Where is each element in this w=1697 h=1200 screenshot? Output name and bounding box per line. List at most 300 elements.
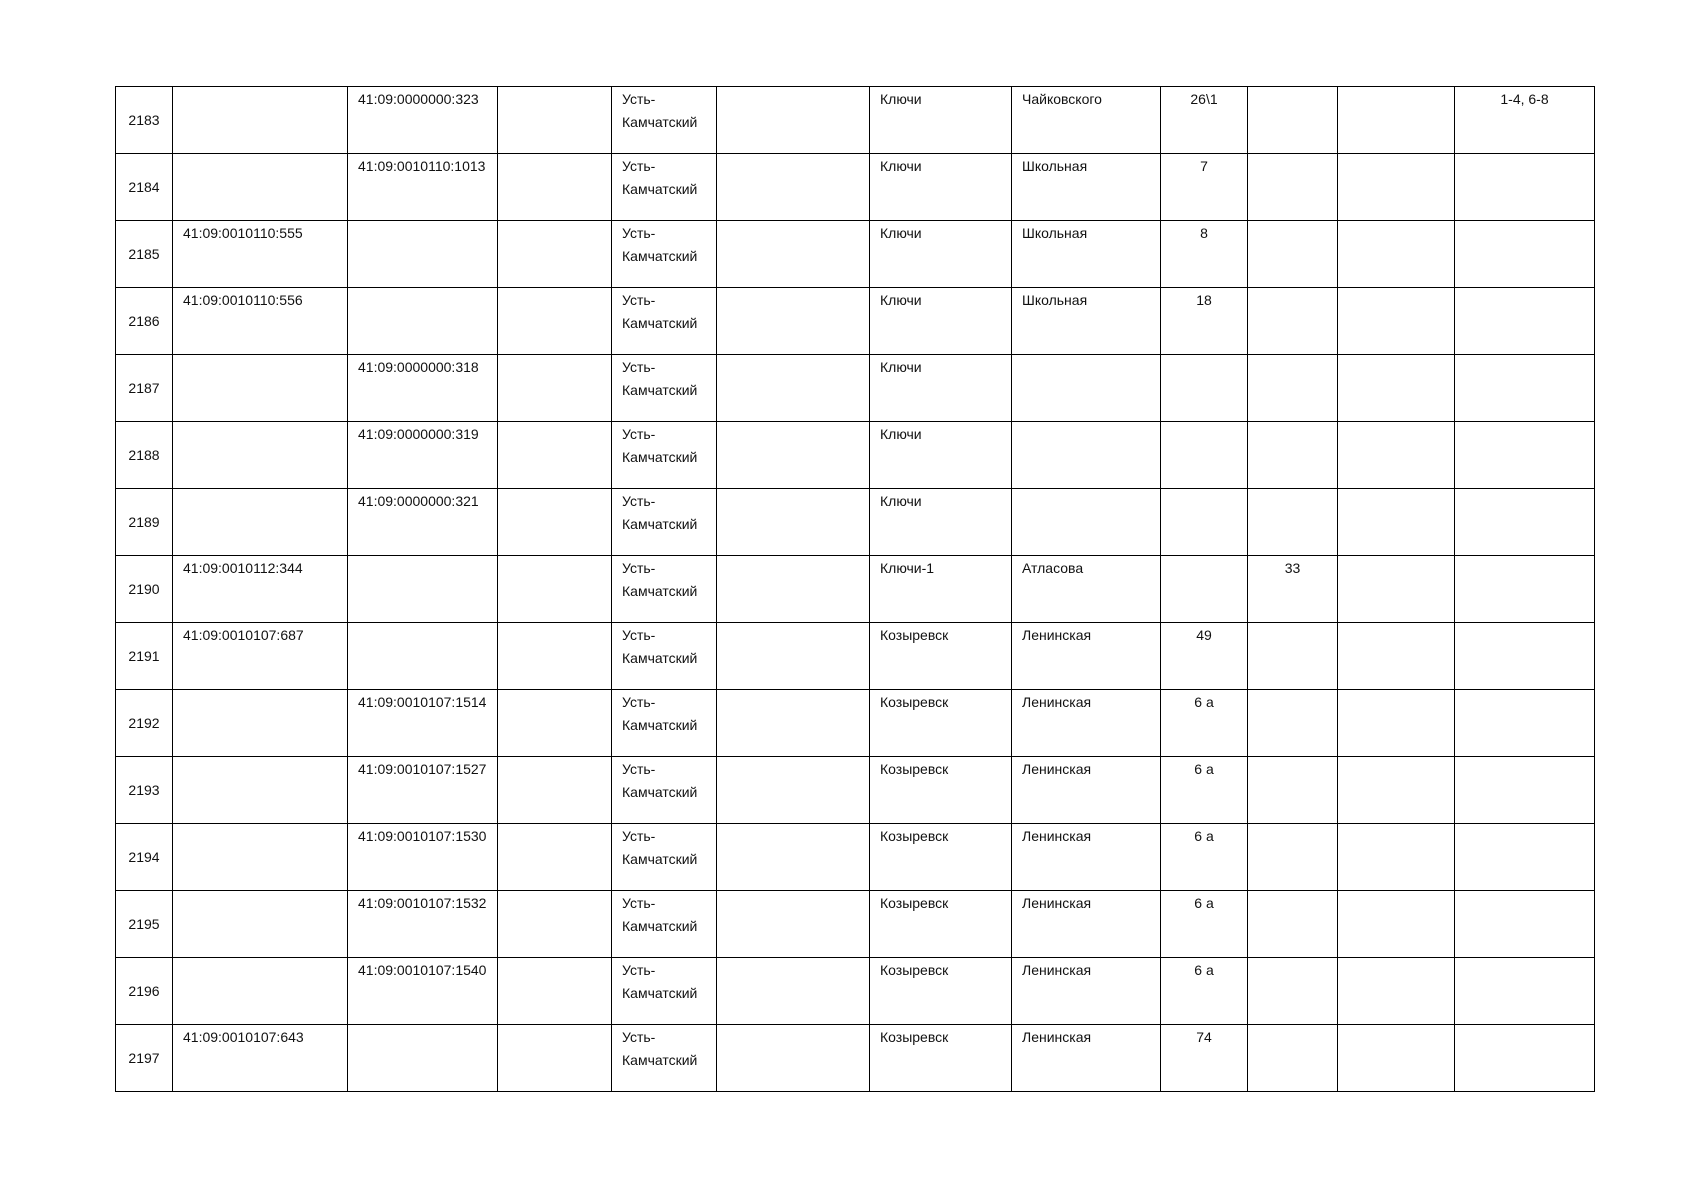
- district-cell-text: Усть-Камчатский: [622, 91, 698, 130]
- district-cell: [612, 891, 717, 958]
- cadastral-number-alt-cell: [348, 221, 498, 288]
- building-cell: [1248, 623, 1338, 690]
- cadastral-number-cell: [173, 757, 348, 824]
- empty-cell: [498, 221, 612, 288]
- house-cell: [1161, 1025, 1248, 1092]
- district-cell: [612, 623, 717, 690]
- locality-cell: [870, 87, 1012, 154]
- empty-cell-text: [727, 690, 859, 691]
- cadastral-number-cell-text: [183, 824, 337, 825]
- cadastral-number-cell-text: 41:09:0010112:344: [183, 560, 303, 576]
- empty-cell: [717, 489, 870, 556]
- empty-cell-text: [727, 422, 859, 423]
- house-cell: [1161, 824, 1248, 891]
- street-cell: [1012, 891, 1161, 958]
- cadastral-number-cell: [173, 154, 348, 221]
- cadastral-number-cell: [173, 221, 348, 288]
- locality-cell: [870, 824, 1012, 891]
- street-cell-text: Ленинская: [1022, 1029, 1092, 1045]
- empty-cell-text: [727, 891, 859, 892]
- cadastral-number-alt-cell: [348, 288, 498, 355]
- locality-cell-text: Ключи: [880, 493, 922, 509]
- cadastral-number-alt-cell: [348, 1025, 498, 1092]
- district-cell-text: Усть-Камчатский: [622, 962, 698, 1001]
- street-cell-text: Школьная: [1022, 225, 1088, 241]
- cadastral-number-cell: [173, 1025, 348, 1092]
- street-cell-text: Школьная: [1022, 292, 1088, 308]
- cadastral-number-alt-cell: [348, 891, 498, 958]
- empty-cell: [717, 1025, 870, 1092]
- apartments-cell: [1455, 623, 1595, 690]
- cadastral-number-cell: [173, 87, 348, 154]
- row-number-cell: 2188: [116, 422, 173, 489]
- empty-cell: [498, 556, 612, 623]
- street-cell: [1012, 623, 1161, 690]
- district-cell-text: Усть-Камчатский: [622, 761, 698, 800]
- row-number-cell: 2187: [116, 355, 173, 422]
- empty-cell: [498, 489, 612, 556]
- cadastral-number-cell-text: [183, 489, 337, 490]
- empty-cell: [498, 355, 612, 422]
- registry-table: [115, 86, 1595, 1092]
- street-cell: [1012, 556, 1161, 623]
- empty-cell-text: [508, 422, 601, 423]
- empty-cell-text: [508, 824, 601, 825]
- empty-cell-text: [1348, 824, 1444, 825]
- building-cell-text: [1248, 690, 1337, 691]
- locality-cell-text: Ключи: [880, 225, 922, 241]
- apartments-cell: [1455, 556, 1595, 623]
- empty-cell-text: [508, 87, 601, 88]
- locality-cell: [870, 422, 1012, 489]
- locality-cell: [870, 623, 1012, 690]
- table-row: [116, 288, 1595, 355]
- cadastral-number-cell: [173, 489, 348, 556]
- building-cell: [1248, 221, 1338, 288]
- empty-cell: [1338, 154, 1455, 221]
- street-cell-text: Атласова: [1022, 560, 1084, 576]
- house-cell: [1161, 489, 1248, 556]
- table-row: [116, 757, 1595, 824]
- empty-cell-text: [508, 1025, 601, 1026]
- locality-cell-text: Ключи-1: [880, 560, 935, 576]
- building-cell-text: [1248, 958, 1337, 959]
- street-cell-text: Ленинская: [1022, 895, 1092, 911]
- empty-cell-text: [727, 556, 859, 557]
- table-row: [116, 623, 1595, 690]
- apartments-cell-text: [1455, 891, 1594, 892]
- house-cell-text: 18: [1196, 292, 1212, 308]
- cadastral-number-alt-cell: [348, 556, 498, 623]
- building-cell: [1248, 87, 1338, 154]
- empty-cell-text: [508, 355, 601, 356]
- house-cell-text: 7: [1200, 158, 1208, 174]
- apartments-cell: [1455, 355, 1595, 422]
- building-cell: [1248, 355, 1338, 422]
- locality-cell: [870, 958, 1012, 1025]
- locality-cell: [870, 221, 1012, 288]
- district-cell: [612, 355, 717, 422]
- empty-cell: [717, 422, 870, 489]
- table-row: [116, 87, 1595, 154]
- cadastral-number-alt-cell-text: 41:09:0010110:1013: [358, 158, 486, 174]
- row-number-cell: 2190: [116, 556, 173, 623]
- house-cell: [1161, 221, 1248, 288]
- empty-cell: [498, 422, 612, 489]
- house-cell-text: 6 а: [1194, 895, 1214, 911]
- building-cell: [1248, 891, 1338, 958]
- cadastral-number-cell: [173, 824, 348, 891]
- empty-cell: [717, 757, 870, 824]
- empty-cell: [717, 221, 870, 288]
- empty-cell: [1338, 556, 1455, 623]
- district-cell-text: Усть-Камчатский: [622, 828, 698, 867]
- empty-cell-text: [1348, 556, 1444, 557]
- locality-cell-text: Козыревск: [880, 761, 949, 777]
- apartments-cell: [1455, 154, 1595, 221]
- empty-cell-text: [727, 1025, 859, 1026]
- district-cell: [612, 690, 717, 757]
- street-cell: [1012, 1025, 1161, 1092]
- empty-cell-text: [1348, 623, 1444, 624]
- cadastral-number-alt-cell: [348, 690, 498, 757]
- building-cell: [1248, 154, 1338, 221]
- row-number-cell: 2193: [116, 757, 173, 824]
- row-number-cell: 2192: [116, 690, 173, 757]
- empty-cell-text: [508, 623, 601, 624]
- street-cell-text: [1022, 355, 1150, 356]
- apartments-cell: [1455, 757, 1595, 824]
- cadastral-number-alt-cell-text: 41:09:0000000:318: [358, 359, 479, 375]
- cadastral-number-alt-cell-text: 41:09:0010107:1527: [358, 761, 487, 777]
- empty-cell: [1338, 489, 1455, 556]
- empty-cell: [1338, 288, 1455, 355]
- empty-cell: [717, 891, 870, 958]
- empty-cell: [498, 958, 612, 1025]
- apartments-cell: [1455, 824, 1595, 891]
- street-cell: [1012, 221, 1161, 288]
- cadastral-number-alt-cell-text: 41:09:0010107:1530: [358, 828, 487, 844]
- apartments-cell: [1455, 87, 1595, 154]
- empty-cell: [717, 154, 870, 221]
- cadastral-number-cell-text: 41:09:0010107:687: [183, 627, 304, 643]
- locality-cell: [870, 757, 1012, 824]
- cadastral-number-alt-cell: [348, 154, 498, 221]
- house-cell-text: 49: [1196, 627, 1212, 643]
- apartments-cell-text: [1455, 824, 1594, 825]
- street-cell: [1012, 690, 1161, 757]
- locality-cell: [870, 154, 1012, 221]
- apartments-cell: [1455, 958, 1595, 1025]
- locality-cell: [870, 355, 1012, 422]
- street-cell-text: [1022, 422, 1150, 423]
- locality-cell-text: Ключи: [880, 359, 922, 375]
- district-cell-text: Усть-Камчатский: [622, 426, 698, 465]
- house-cell: [1161, 891, 1248, 958]
- street-cell: [1012, 958, 1161, 1025]
- row-number-cell: 2195: [116, 891, 173, 958]
- street-cell-text: Ленинская: [1022, 962, 1092, 978]
- empty-cell: [717, 355, 870, 422]
- empty-cell: [717, 87, 870, 154]
- empty-cell: [1338, 623, 1455, 690]
- cadastral-number-cell: [173, 891, 348, 958]
- building-cell: [1248, 556, 1338, 623]
- cadastral-number-cell-text: 41:09:0010110:556: [183, 292, 303, 308]
- table-row: [116, 154, 1595, 221]
- district-cell: [612, 824, 717, 891]
- locality-cell-text: Козыревск: [880, 1029, 949, 1045]
- apartments-cell-text: [1455, 288, 1594, 289]
- empty-cell: [1338, 757, 1455, 824]
- apartments-cell-text: [1455, 757, 1594, 758]
- empty-cell-text: [508, 221, 601, 222]
- table-row: [116, 556, 1595, 623]
- building-cell: [1248, 1025, 1338, 1092]
- cadastral-number-cell-text: [183, 422, 337, 423]
- cadastral-number-alt-cell-text: [358, 221, 487, 222]
- row-number-cell: 2194: [116, 824, 173, 891]
- street-cell: [1012, 154, 1161, 221]
- cadastral-number-alt-cell: [348, 623, 498, 690]
- empty-cell-text: [508, 154, 601, 155]
- empty-cell: [1338, 87, 1455, 154]
- house-cell: [1161, 958, 1248, 1025]
- table-row: [116, 221, 1595, 288]
- house-cell-text: 6 а: [1194, 694, 1214, 710]
- locality-cell-text: Козыревск: [880, 627, 949, 643]
- building-cell-text: [1248, 489, 1337, 490]
- empty-cell: [1338, 824, 1455, 891]
- empty-cell: [1338, 1025, 1455, 1092]
- street-cell-text: Чайковского: [1022, 91, 1102, 107]
- district-cell: [612, 1025, 717, 1092]
- locality-cell: [870, 556, 1012, 623]
- cadastral-number-cell-text: [183, 690, 337, 691]
- empty-cell-text: [508, 757, 601, 758]
- cadastral-number-alt-cell-text: 41:09:0010107:1532: [358, 895, 487, 911]
- apartments-cell-text: [1455, 154, 1594, 155]
- empty-cell-text: [508, 891, 601, 892]
- empty-cell: [717, 288, 870, 355]
- empty-cell: [498, 757, 612, 824]
- apartments-cell-text: [1455, 355, 1594, 356]
- house-cell-text: 6 а: [1194, 962, 1214, 978]
- locality-cell: [870, 1025, 1012, 1092]
- row-number-cell: 2184: [116, 154, 173, 221]
- empty-cell-text: [727, 824, 859, 825]
- table-row: [116, 891, 1595, 958]
- house-cell-text: [1161, 355, 1247, 356]
- row-number-cell: 2185: [116, 221, 173, 288]
- building-cell: [1248, 690, 1338, 757]
- empty-cell-text: [727, 623, 859, 624]
- locality-cell-text: Козыревск: [880, 694, 949, 710]
- cadastral-number-cell-text: [183, 891, 337, 892]
- empty-cell: [498, 87, 612, 154]
- building-cell-text: [1248, 422, 1337, 423]
- district-cell-text: Усть-Камчатский: [622, 359, 698, 398]
- apartments-cell: [1455, 221, 1595, 288]
- empty-cell-text: [727, 958, 859, 959]
- empty-cell: [498, 623, 612, 690]
- district-cell: [612, 221, 717, 288]
- cadastral-number-alt-cell-text: 41:09:0000000:321: [358, 493, 479, 509]
- cadastral-number-cell: [173, 556, 348, 623]
- cadastral-number-alt-cell: [348, 824, 498, 891]
- empty-cell-text: [1348, 422, 1444, 423]
- locality-cell-text: Ключи: [880, 158, 922, 174]
- cadastral-number-cell-text: [183, 355, 337, 356]
- cadastral-number-cell-text: 41:09:0010107:643: [183, 1029, 304, 1045]
- cadastral-number-cell: [173, 355, 348, 422]
- locality-cell: [870, 288, 1012, 355]
- house-cell: [1161, 154, 1248, 221]
- apartments-cell: [1455, 1025, 1595, 1092]
- table-row: [116, 422, 1595, 489]
- cadastral-number-cell-text: [183, 958, 337, 959]
- building-cell: [1248, 288, 1338, 355]
- house-cell-text: 6 а: [1194, 761, 1214, 777]
- cadastral-number-alt-cell: [348, 958, 498, 1025]
- empty-cell-text: [1348, 154, 1444, 155]
- empty-cell-text: [727, 288, 859, 289]
- row-number-cell: 2186: [116, 288, 173, 355]
- apartments-cell: [1455, 422, 1595, 489]
- table-row: [116, 958, 1595, 1025]
- street-cell-text: Ленинская: [1022, 627, 1092, 643]
- house-cell-text: 26\1: [1190, 91, 1218, 107]
- empty-cell-text: [508, 489, 601, 490]
- empty-cell: [498, 1025, 612, 1092]
- district-cell: [612, 422, 717, 489]
- house-cell-text: [1161, 489, 1247, 490]
- district-cell-text: Усть-Камчатский: [622, 627, 698, 666]
- empty-cell-text: [508, 556, 601, 557]
- house-cell: [1161, 690, 1248, 757]
- empty-cell-text: [1348, 355, 1444, 356]
- street-cell: [1012, 757, 1161, 824]
- house-cell-text: 74: [1196, 1029, 1212, 1045]
- street-cell-text: Ленинская: [1022, 694, 1092, 710]
- building-cell-text: [1248, 87, 1337, 88]
- street-cell: [1012, 824, 1161, 891]
- empty-cell-text: [1348, 757, 1444, 758]
- building-cell-text: [1248, 288, 1337, 289]
- table-row: [116, 690, 1595, 757]
- house-cell: [1161, 556, 1248, 623]
- row-number-cell: 2197: [116, 1025, 173, 1092]
- district-cell-text: Усть-Камчатский: [622, 493, 698, 532]
- cadastral-number-alt-cell: [348, 422, 498, 489]
- house-cell: [1161, 422, 1248, 489]
- building-cell-text: [1248, 891, 1337, 892]
- cadastral-number-cell: [173, 422, 348, 489]
- house-cell: [1161, 355, 1248, 422]
- house-cell: [1161, 288, 1248, 355]
- apartments-cell-text: [1455, 958, 1594, 959]
- cadastral-number-alt-cell-text: [358, 623, 487, 624]
- apartments-cell: [1455, 690, 1595, 757]
- apartments-cell-text: [1455, 422, 1594, 423]
- district-cell: [612, 489, 717, 556]
- building-cell-text: [1248, 757, 1337, 758]
- empty-cell: [498, 690, 612, 757]
- cadastral-number-alt-cell-text: 41:09:0010107:1540: [358, 962, 487, 978]
- apartments-cell-text: [1455, 556, 1594, 557]
- street-cell: [1012, 87, 1161, 154]
- empty-cell-text: [727, 154, 859, 155]
- empty-cell: [717, 690, 870, 757]
- house-cell-text: [1161, 422, 1247, 423]
- building-cell-text: [1248, 355, 1337, 356]
- empty-cell-text: [1348, 288, 1444, 289]
- empty-cell: [1338, 422, 1455, 489]
- cadastral-number-alt-cell: [348, 355, 498, 422]
- building-cell: [1248, 489, 1338, 556]
- apartments-cell-text: [1455, 489, 1594, 490]
- building-cell-text: [1248, 824, 1337, 825]
- cadastral-number-alt-cell-text: 41:09:0010107:1514: [358, 694, 487, 710]
- empty-cell: [717, 556, 870, 623]
- street-cell: [1012, 422, 1161, 489]
- apartments-cell-text: [1455, 623, 1594, 624]
- cadastral-number-alt-cell-text: [358, 1025, 487, 1026]
- building-cell-text: [1248, 221, 1337, 222]
- cadastral-number-cell-text: 41:09:0010110:555: [183, 225, 303, 241]
- apartments-cell-text: [1455, 221, 1594, 222]
- building-cell: [1248, 757, 1338, 824]
- locality-cell-text: Ключи: [880, 91, 922, 107]
- apartments-cell: [1455, 489, 1595, 556]
- apartments-cell-text: [1455, 690, 1594, 691]
- empty-cell: [1338, 958, 1455, 1025]
- street-cell-text: Школьная: [1022, 158, 1088, 174]
- locality-cell: [870, 489, 1012, 556]
- district-cell-text: Усть-Камчатский: [622, 560, 698, 599]
- cadastral-number-alt-cell: [348, 489, 498, 556]
- cadastral-number-alt-cell: [348, 87, 498, 154]
- cadastral-number-alt-cell-text: 41:09:0000000:323: [358, 91, 479, 107]
- apartments-cell-text: 1-4, 6-8: [1500, 91, 1549, 107]
- district-cell: [612, 154, 717, 221]
- empty-cell-text: [1348, 87, 1444, 88]
- empty-cell: [1338, 221, 1455, 288]
- locality-cell: [870, 891, 1012, 958]
- empty-cell-text: [727, 355, 859, 356]
- empty-cell: [1338, 355, 1455, 422]
- house-cell: [1161, 623, 1248, 690]
- apartments-cell: [1455, 288, 1595, 355]
- empty-cell-text: [508, 690, 601, 691]
- street-cell: [1012, 489, 1161, 556]
- house-cell-text: 6 а: [1194, 828, 1214, 844]
- empty-cell-text: [1348, 690, 1444, 691]
- table-row: [116, 1025, 1595, 1092]
- locality-cell-text: Козыревск: [880, 895, 949, 911]
- house-cell-text: 8: [1200, 225, 1208, 241]
- building-cell: [1248, 958, 1338, 1025]
- house-cell: [1161, 87, 1248, 154]
- empty-cell: [498, 154, 612, 221]
- row-number-cell: 2183: [116, 87, 173, 154]
- locality-cell-text: Козыревск: [880, 962, 949, 978]
- district-cell: [612, 757, 717, 824]
- locality-cell-text: Ключи: [880, 426, 922, 442]
- house-cell-text: [1161, 556, 1247, 557]
- district-cell-text: Усть-Камчатский: [622, 225, 698, 264]
- building-cell-text: 33: [1284, 560, 1301, 576]
